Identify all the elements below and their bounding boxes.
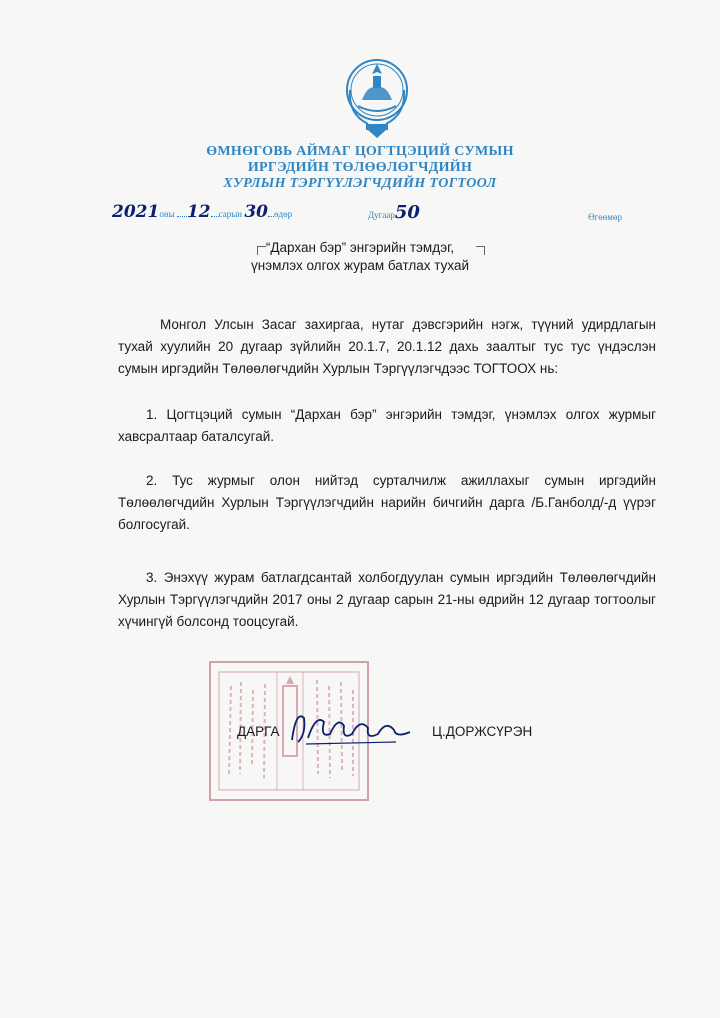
resolution-item-2: 2. Тус журмыг олон нийтэд сурталчилж ажиллахыг сумын иргэдийн Төлөөлөгчдийн Хурлын Тэргүүлэгчдийн нарийн бичгийн дарга /Б.Ганболд/-д үүрэг болгосугай. [118,473,656,532]
document-date [112,202,292,222]
number-label: Дугаар [368,210,395,220]
date-year-label: оны [159,209,175,219]
number-value: 50 [394,202,420,223]
header-line-1: ӨМНӨГОВЬ АЙМАГ ЦОГТЦЭЦИЙ СУМЫН [206,144,514,159]
document-title-line-2: үнэмлэх олгох журам батлах тухай [250,258,470,273]
date-month-label: сарын [218,209,243,219]
state-emblem-icon [338,50,416,142]
date-day-label: өдөр [274,209,293,219]
signatory-name: Ц.ДОРЖСҮРЭН [432,724,533,739]
resolution-item-3: 3. Энэхүү журам батлагдсантай холбогдуулан сумын иргэдийн Төлөөлөгчдийн Хурлын Тэргүүлэгчдийн 2017 оны 2 дугаар сарын 21-ны өдрийн 12 дугаар тогтоолыг хүчингүй болсонд тооцсугай. [118,570,656,629]
date-month: 12 [186,202,211,222]
handwritten-signature-icon [286,704,414,750]
date-day: 30 [244,202,269,222]
resolution-item-1: 1. Цогтцэций сумын “Дархан бэр” энгэрийн тэмдэг, үнэмлэх олгох журмыг хавсралтаар баталсугай. [118,407,656,444]
document-number [368,202,420,223]
signatory-title: ДАРГА [237,724,280,739]
header-line-3: ХУРЛЫН ТЭРГҮҮЛЭГЧДИЙН ТОГТООЛ [223,176,497,191]
document-title-line-1: “Дархан бэр” энгэрийн тэмдэг, [265,240,455,255]
document-place: Өгөөмөр [588,212,622,222]
date-year: 2021 [112,202,160,222]
header-line-2: ИРГЭДИЙН ТӨЛӨӨЛӨГЧДИЙН [247,160,473,175]
preamble-paragraph: Монгол Улсын Засаг захиргаа, нутаг дэвсгэрийн нэгж, түүний удирдлагын тухай хуулийн 20 дугаар зүйлийн 20.1.7, 20.1.12 дахь заалтыг тус тус үндэслэн сумын иргэдийн Төлөөлөгчдийн Хурлын Тэргүүлэгчдээс ТОГТООХ нь: [118,317,656,376]
